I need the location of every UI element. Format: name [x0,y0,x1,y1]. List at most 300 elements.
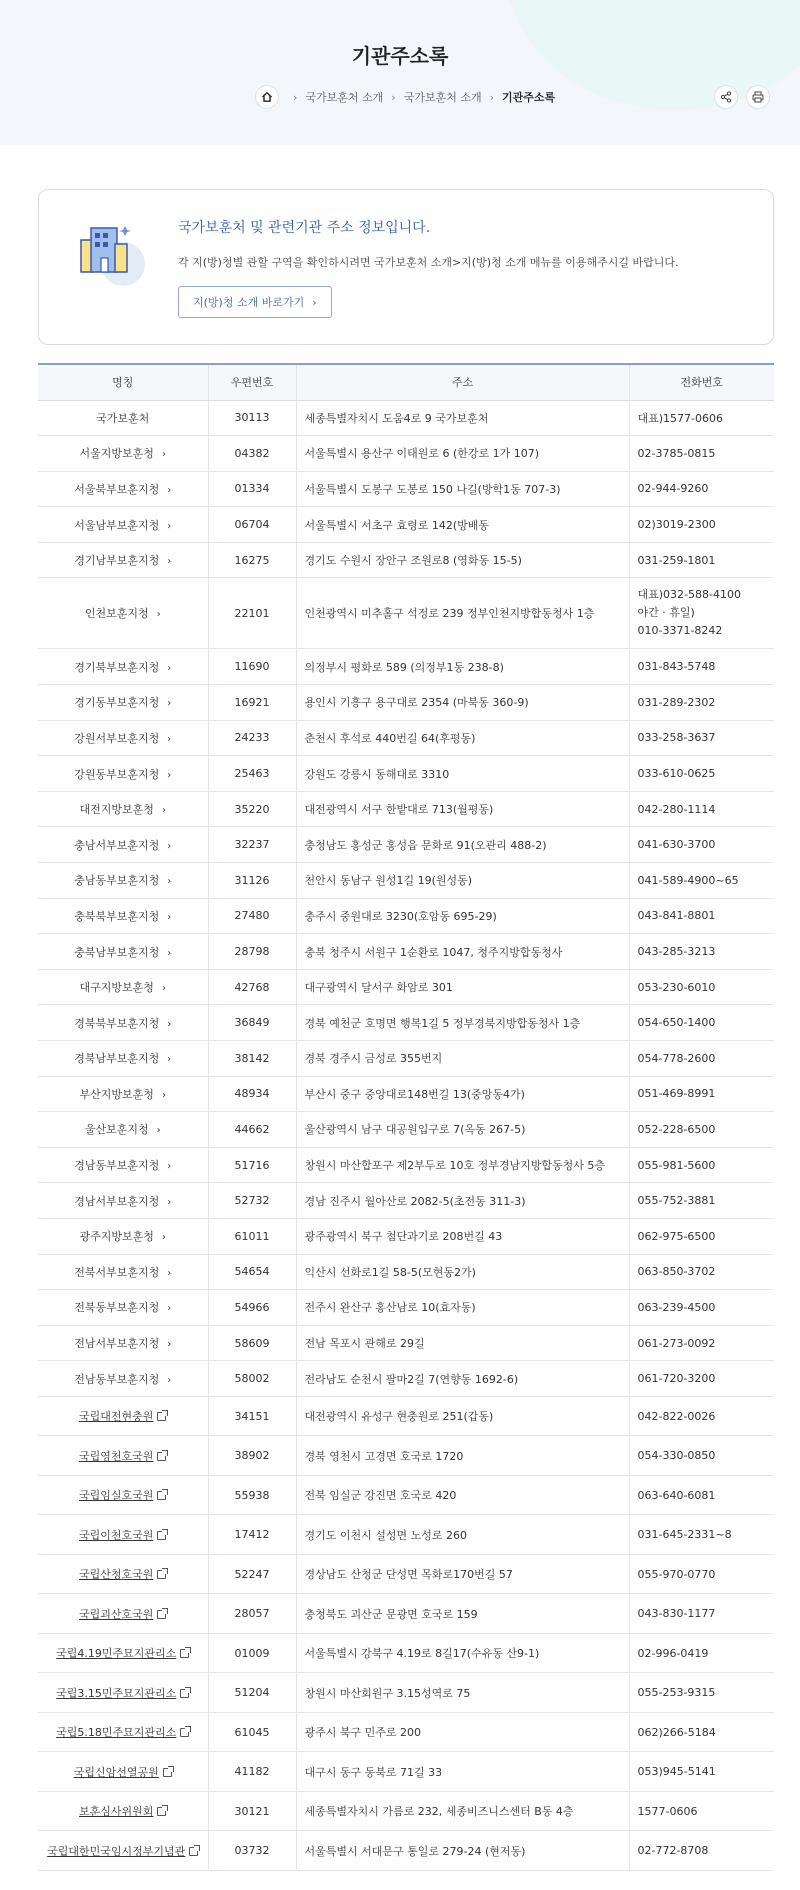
chevron-right-icon[interactable]: › [167,1267,172,1279]
info-description: 각 지(방)청별 관할 구역을 확인하시려면 국가보훈처 소개>지(방)청 소개 메뉴를 이용해주시길 바랍니다. [178,256,679,269]
cell-phone: 042-822-0026 [629,1396,774,1436]
cell-zip: 04382 [208,436,296,472]
cell-zip: 51204 [208,1673,296,1713]
chevron-right-icon: › [293,90,298,104]
table-row [38,1831,774,1871]
table-row [38,1183,774,1219]
cell-address: 세종특별자치시 도움4로 9 국가보훈처 [296,400,629,436]
cell-address: 서울특별시 용산구 이태원로 6 (한강로 1가 107) [296,436,629,472]
table-row [38,507,774,543]
external-link-icon[interactable] [157,1570,166,1579]
cell-address: 광주광역시 북구 첨단과기로 208번길 43 [296,1218,629,1254]
table-row [38,649,774,685]
chevron-right-icon[interactable]: › [167,769,172,781]
cell-name[interactable] [38,436,208,472]
external-link-icon[interactable] [157,1412,166,1421]
cell-name[interactable] [38,969,208,1005]
institution-link[interactable]: 국립대한민국임시정부기념관 [47,1844,186,1858]
cell-name[interactable] [38,1594,208,1634]
cell-address: 익산시 선화로1길 58-5(모현동2가) [296,1254,629,1290]
cell-phone: 031-289-2302 [629,685,774,721]
cell-phone: 02-996-0419 [629,1633,774,1673]
external-link-icon[interactable] [157,1452,166,1461]
table-row [38,1005,774,1041]
cell-address: 충청남도 홍성군 홍성읍 문화로 91(오관리 488-2) [296,827,629,863]
cell-zip: 61011 [208,1218,296,1254]
info-title: 국가보훈처 및 관련기관 주소 정보입니다. [178,220,431,236]
chevron-right-icon[interactable]: › [167,1339,172,1351]
institution-link[interactable]: 보훈심사위원회 [79,1805,154,1819]
cell-phone: 063-850-3702 [629,1254,774,1290]
institution-name[interactable]: 서울북부보훈지청 [74,482,160,496]
cell-zip: 34151 [208,1396,296,1436]
table-row [38,1147,774,1183]
table-row [38,1475,774,1515]
chevron-right-icon[interactable]: › [167,876,172,888]
chevron-right-icon[interactable]: › [167,1196,172,1208]
cell-address: 서울특별시 강북구 4.19로 8길17(수유동 산9-1) [296,1633,629,1673]
table-row [38,1673,774,1713]
chevron-right-icon[interactable]: › [156,1125,161,1137]
table-row [38,756,774,792]
chevron-right-icon[interactable]: › [167,733,172,745]
cell-name[interactable] [38,471,208,507]
cell-name [38,400,208,436]
cell-address: 강원도 강릉시 동해대로 3310 [296,756,629,792]
cell-name[interactable] [38,1791,208,1831]
table-row [38,720,774,756]
institution-name[interactable]: 대전지방보훈청 [79,803,154,817]
cell-name[interactable] [38,1112,208,1148]
cell-zip: 16275 [208,542,296,578]
external-link-icon[interactable] [180,1649,189,1658]
cell-address: 대구시 동구 동북로 71길 33 [296,1752,629,1792]
table-row [38,1361,774,1397]
institution-name[interactable]: 대구지방보훈청 [79,981,154,995]
cell-address: 서울특별시 도봉구 도봉로 150 나길(방학1동 707-3) [296,471,629,507]
phone-line: 010-3371-8242 [637,624,723,638]
cell-phone: 대표)1577-0606 [629,400,774,436]
chevron-right-icon[interactable]: › [161,1232,166,1244]
institution-name[interactable]: 전남동부보훈지청 [74,1372,160,1386]
page-utilities [714,85,770,109]
chevron-right-icon[interactable]: › [156,609,161,621]
breadcrumb [255,85,555,109]
cell-name[interactable] [38,863,208,899]
cell-phone: 043-841-8801 [629,898,774,934]
cell-name[interactable] [38,756,208,792]
cell-zip: 30113 [208,400,296,436]
cell-phone: 062)266-5184 [629,1712,774,1752]
cell-zip: 58002 [208,1361,296,1397]
cell-phone: 054-650-1400 [629,1005,774,1041]
institution-name[interactable]: 충남서부보훈지청 [74,838,160,852]
cell-name[interactable] [38,1183,208,1219]
institution-link[interactable]: 국립임실호국원 [79,1489,154,1503]
institution-name[interactable]: 경북북부보훈지청 [74,1016,160,1030]
table-row [38,1436,774,1476]
cell-phone: 054-330-0850 [629,1436,774,1476]
cell-name[interactable] [38,1673,208,1713]
cell-phone: 063-640-6081 [629,1475,774,1515]
cell-zip: 55938 [208,1475,296,1515]
table-row [38,1218,774,1254]
cell-name[interactable] [38,1515,208,1555]
cell-name[interactable] [38,1633,208,1673]
cell-zip: 27480 [208,898,296,934]
table-row [38,1396,774,1436]
cell-address: 춘천시 후석로 440번길 64(후평동) [296,720,629,756]
cell-name[interactable] [38,791,208,827]
cell-address: 인천광역시 미추홀구 석정로 239 정부인천지방합동청사 1층 [296,578,629,649]
cell-zip: 36849 [208,1005,296,1041]
cell-phone: 043-285-3213 [629,934,774,970]
address-table-wrapper [38,363,774,1871]
institution-name[interactable]: 인천보훈지청 [84,607,149,621]
cell-zip: 25463 [208,756,296,792]
cell-name[interactable] [38,1076,208,1112]
chevron-right-icon: › [391,90,396,104]
cell-zip: 31126 [208,863,296,899]
cell-zip: 35220 [208,791,296,827]
cell-phone: 052-228-6500 [629,1112,774,1148]
cell-phone: 031-843-5748 [629,649,774,685]
cell-name[interactable] [38,1475,208,1515]
column-header-zip: 우편번호 [208,364,296,400]
institution-name[interactable]: 전남서부보훈지청 [74,1337,160,1351]
phone-line: 대표)032-588-4100 [637,588,741,602]
chevron-right-icon[interactable]: › [167,1161,172,1173]
table-row [38,578,774,649]
chevron-right-icon[interactable]: › [167,662,172,674]
print-icon[interactable] [746,85,770,109]
cell-phone: 1577-0606 [629,1791,774,1831]
cell-name[interactable] [38,1325,208,1361]
cell-zip: 48934 [208,1076,296,1112]
cell-phone: 055-970-0770 [629,1554,774,1594]
cell-address: 충청북도 괴산군 문광면 호국로 159 [296,1594,629,1634]
cell-address: 경북 경주시 금성로 355번지 [296,1041,629,1077]
institution-name[interactable]: 충남동부보훈지청 [74,874,160,888]
table-row [38,685,774,721]
cell-zip: 38142 [208,1041,296,1077]
cell-zip: 30121 [208,1791,296,1831]
cell-zip: 42768 [208,969,296,1005]
table-row [38,1594,774,1634]
institution-name[interactable]: 경기남부보훈지청 [74,554,160,568]
chevron-right-icon[interactable]: › [167,556,172,568]
cell-name[interactable] [38,898,208,934]
table-row [38,898,774,934]
institution-name: 국가보훈처 [96,411,150,425]
institution-name[interactable]: 전북서부보훈지청 [74,1265,160,1279]
cell-name[interactable] [38,1712,208,1752]
page-header [0,0,800,145]
region-office-link-label: 지(방)청 소개 바로가기 [193,296,305,309]
cell-name[interactable] [38,685,208,721]
cell-name[interactable] [38,1254,208,1290]
cell-name[interactable] [38,720,208,756]
cell-phone: 061-720-3200 [629,1361,774,1397]
cell-zip: 01334 [208,471,296,507]
cell-address: 부산시 중구 중앙대로148번길 13(중앙동4가) [296,1076,629,1112]
cell-name[interactable] [38,1147,208,1183]
cell-address: 의정부시 평화로 589 (의정부1동 238-8) [296,649,629,685]
external-link-icon[interactable] [157,1610,166,1619]
cell-zip: 54966 [208,1290,296,1326]
external-link-icon[interactable] [189,1847,198,1856]
cell-address: 전라남도 순천시 팔마2길 7(연향동 1692-6) [296,1361,629,1397]
cell-address: 경남 진주시 월아산로 2082-5(초전동 311-3) [296,1183,629,1219]
chevron-right-icon[interactable]: › [167,947,172,959]
home-icon[interactable] [255,85,279,109]
institution-link[interactable]: 국립괴산호국원 [79,1607,154,1621]
external-link-icon[interactable] [157,1491,166,1500]
cell-zip: 24233 [208,720,296,756]
cell-phone: 033-258-3637 [629,720,774,756]
breadcrumb-item[interactable]: 국가보훈처 소개 [305,91,384,104]
table-row [38,934,774,970]
table-row [38,1041,774,1077]
cell-name[interactable] [38,1436,208,1476]
external-link-icon[interactable] [163,1768,172,1777]
institution-name[interactable]: 충북남부보훈지청 [74,945,160,959]
breadcrumb-item[interactable]: 국가보훈처 소개 [403,91,482,104]
cell-phone: 054-778-2600 [629,1041,774,1077]
institution-link[interactable]: 국립영천호국원 [79,1449,154,1463]
institution-name[interactable]: 경남동부보훈지청 [74,1159,160,1173]
cell-name[interactable] [38,827,208,863]
institution-name[interactable]: 울산보훈지청 [84,1123,149,1137]
table-row [38,1325,774,1361]
column-header-address: 주소 [296,364,629,400]
institution-name[interactable]: 강원서부보훈지청 [74,731,160,745]
chevron-right-icon[interactable]: › [167,520,172,532]
institution-name[interactable]: 광주지방보훈청 [79,1230,154,1244]
page-title: 기관주소록 [351,44,449,68]
institution-link[interactable]: 국립3.15민주묘지관리소 [56,1686,177,1700]
cell-zip: 11690 [208,649,296,685]
cell-address: 천안시 동남구 원성1길 19(원성동) [296,863,629,899]
cell-address: 경북 예천군 호명면 행복1길 5 정부경북지방합동청사 1층 [296,1005,629,1041]
institution-name[interactable]: 경기동부보훈지청 [74,696,160,710]
chevron-right-icon: › [489,90,494,104]
external-link-icon[interactable] [157,1531,166,1540]
cell-phone: 055-981-5600 [629,1147,774,1183]
cell-address: 경북 영천시 고경면 호국로 1720 [296,1436,629,1476]
cell-zip: 32237 [208,827,296,863]
table-row [38,1515,774,1555]
cell-phone: 042-280-1114 [629,791,774,827]
cell-address: 창원시 마산합포구 제2부두로 10호 정부경남지방합동청사 5층 [296,1147,629,1183]
cell-name[interactable] [38,1041,208,1077]
cell-name[interactable] [38,1361,208,1397]
column-header-phone: 전화번호 [629,364,774,400]
chevron-right-icon[interactable]: › [161,983,166,995]
table-row [38,1254,774,1290]
institution-name[interactable]: 전북동부보훈지청 [74,1301,160,1315]
cell-name[interactable] [38,1554,208,1594]
cell-zip: 22101 [208,578,296,649]
cell-zip: 01009 [208,1633,296,1673]
cell-name[interactable] [38,1752,208,1792]
institution-name[interactable]: 경기북부보훈지청 [74,660,160,674]
cell-zip: 52732 [208,1183,296,1219]
cell-address: 세종특별자치시 가름로 232, 세종비즈니스센터 B동 4층 [296,1791,629,1831]
cell-address: 충주시 중원대로 3230(호암동 695-29) [296,898,629,934]
cell-name[interactable] [38,934,208,970]
table-row [38,1752,774,1792]
institution-name[interactable]: 경북남부보훈지청 [74,1052,160,1066]
cell-phone: 053)945-5141 [629,1752,774,1792]
cell-phone [629,578,774,649]
cell-phone: 053-230-6010 [629,969,774,1005]
cell-zip: 54654 [208,1254,296,1290]
chevron-right-icon[interactable]: › [167,1054,172,1066]
region-office-link-button[interactable] [178,286,332,318]
table-row [38,1791,774,1831]
cell-address: 대구광역시 달서구 화암로 301 [296,969,629,1005]
institution-link[interactable]: 국립신암선열공원 [73,1765,159,1779]
chevron-right-icon[interactable]: › [161,805,166,817]
chevron-right-icon[interactable]: › [167,484,172,496]
cell-name[interactable] [38,1218,208,1254]
cell-phone: 033-610-0625 [629,756,774,792]
chevron-right-icon[interactable]: › [167,698,172,710]
table-row [38,436,774,472]
chevron-right-icon[interactable]: › [161,449,166,461]
cell-phone: 041-630-3700 [629,827,774,863]
cell-phone: 061-273-0092 [629,1325,774,1361]
cell-phone: 055-752-3881 [629,1183,774,1219]
chevron-right-icon[interactable]: › [167,1303,172,1315]
chevron-right-icon[interactable]: › [167,1374,172,1386]
cell-zip: 03732 [208,1831,296,1871]
table-row [38,1290,774,1326]
table-row [38,969,774,1005]
table-row [38,863,774,899]
cell-name[interactable] [38,649,208,685]
cell-name[interactable] [38,1396,208,1436]
institution-name[interactable]: 서울남부보훈지청 [74,518,160,532]
cell-zip: 38902 [208,1436,296,1476]
cell-name[interactable] [38,507,208,543]
institution-link[interactable]: 국립4.19민주묘지관리소 [56,1647,177,1661]
cell-address: 용인시 기흥구 용구대로 2354 (마북동 360-9) [296,685,629,721]
table-body [38,400,774,1870]
cell-phone: 02-772-8708 [629,1831,774,1871]
breadcrumb-current: 기관주소록 [502,91,556,104]
cell-zip: 61045 [208,1712,296,1752]
cell-phone: 031-645-2331~8 [629,1515,774,1555]
cell-address: 대전광역시 유성구 현충원로 251(갑동) [296,1396,629,1436]
cell-address: 경상남도 산청군 단성면 목화로170번길 57 [296,1554,629,1594]
cell-zip: 52247 [208,1554,296,1594]
cell-phone: 02-3785-0815 [629,436,774,472]
cell-address: 경기도 이천시 설성면 노성로 260 [296,1515,629,1555]
table-row [38,471,774,507]
cell-phone: 041-589-4900~65 [629,863,774,899]
cell-phone: 02)3019-2300 [629,507,774,543]
cell-address: 서울특별시 서초구 효령로 142(방배동 [296,507,629,543]
institution-link[interactable]: 국립산청호국원 [79,1568,154,1582]
cell-name[interactable] [38,1005,208,1041]
institution-name[interactable]: 부산지방보훈청 [79,1087,154,1101]
share-icon[interactable] [714,85,738,109]
cell-phone: 031-259-1801 [629,542,774,578]
address-table [38,363,774,1871]
cell-address: 전주시 완산구 홍산남로 10(효자동) [296,1290,629,1326]
cell-phone: 051-469-8991 [629,1076,774,1112]
cell-zip: 28057 [208,1594,296,1634]
chevron-right-icon: › [312,295,317,309]
institution-link[interactable]: 국립대전현충원 [79,1410,154,1424]
institution-link[interactable]: 국립이천호국원 [79,1528,154,1542]
column-header-name: 명칭 [38,364,208,400]
external-link-icon[interactable] [157,1807,166,1816]
cell-phone: 062-975-6500 [629,1218,774,1254]
phone-line: 야간 · 휴일) [637,606,695,620]
institution-name[interactable]: 강원동부보훈지청 [74,767,160,781]
table-row [38,1554,774,1594]
cell-address: 전북 임실군 강진면 호국로 420 [296,1475,629,1515]
external-link-icon[interactable] [180,1689,189,1698]
institution-name[interactable]: 경남서부보훈지청 [74,1194,160,1208]
cell-name[interactable] [38,1290,208,1326]
cell-name[interactable] [38,542,208,578]
external-link-icon[interactable] [180,1728,189,1737]
cell-address: 광주시 북구 민주로 200 [296,1712,629,1752]
cell-zip: 41182 [208,1752,296,1792]
institution-name[interactable]: 충북북부보훈지청 [74,909,160,923]
institution-name[interactable]: 서울지방보훈청 [79,447,154,461]
table-row [38,542,774,578]
cell-address: 창원시 마산회원구 3.15성역로 75 [296,1673,629,1713]
cell-zip: 16921 [208,685,296,721]
table-header-row [38,364,774,400]
chevron-right-icon[interactable]: › [161,1089,166,1101]
cell-phone: 02-944-9260 [629,471,774,507]
institution-link[interactable]: 국립5.18민주묘지관리소 [56,1726,177,1740]
cell-zip: 44662 [208,1112,296,1148]
chevron-right-icon[interactable]: › [167,840,172,852]
cell-zip: 17412 [208,1515,296,1555]
cell-zip: 06704 [208,507,296,543]
cell-name[interactable] [38,1831,208,1871]
cell-zip: 28798 [208,934,296,970]
building-icon [75,220,155,290]
cell-phone: 043-830-1177 [629,1594,774,1634]
table-row [38,400,774,436]
info-box [38,189,774,345]
cell-address: 울산광역시 남구 대공원입구로 7(옥동 267-5) [296,1112,629,1148]
cell-name[interactable] [38,578,208,649]
table-row [38,827,774,863]
table-row [38,791,774,827]
table-row [38,1112,774,1148]
cell-phone: 055-253-9315 [629,1673,774,1713]
table-row [38,1076,774,1112]
cell-phone: 063-239-4500 [629,1290,774,1326]
cell-address: 충북 청주시 서원구 1순환로 1047, 청주지방합동청사 [296,934,629,970]
cell-address: 서울특별시 서대문구 통일로 279-24 (현저동) [296,1831,629,1871]
cell-zip: 58609 [208,1325,296,1361]
table-row [38,1633,774,1673]
chevron-right-icon[interactable]: › [167,911,172,923]
cell-zip: 51716 [208,1147,296,1183]
chevron-right-icon[interactable]: › [167,1018,172,1030]
cell-address: 대전광역시 서구 한밭대로 713(월평동) [296,791,629,827]
